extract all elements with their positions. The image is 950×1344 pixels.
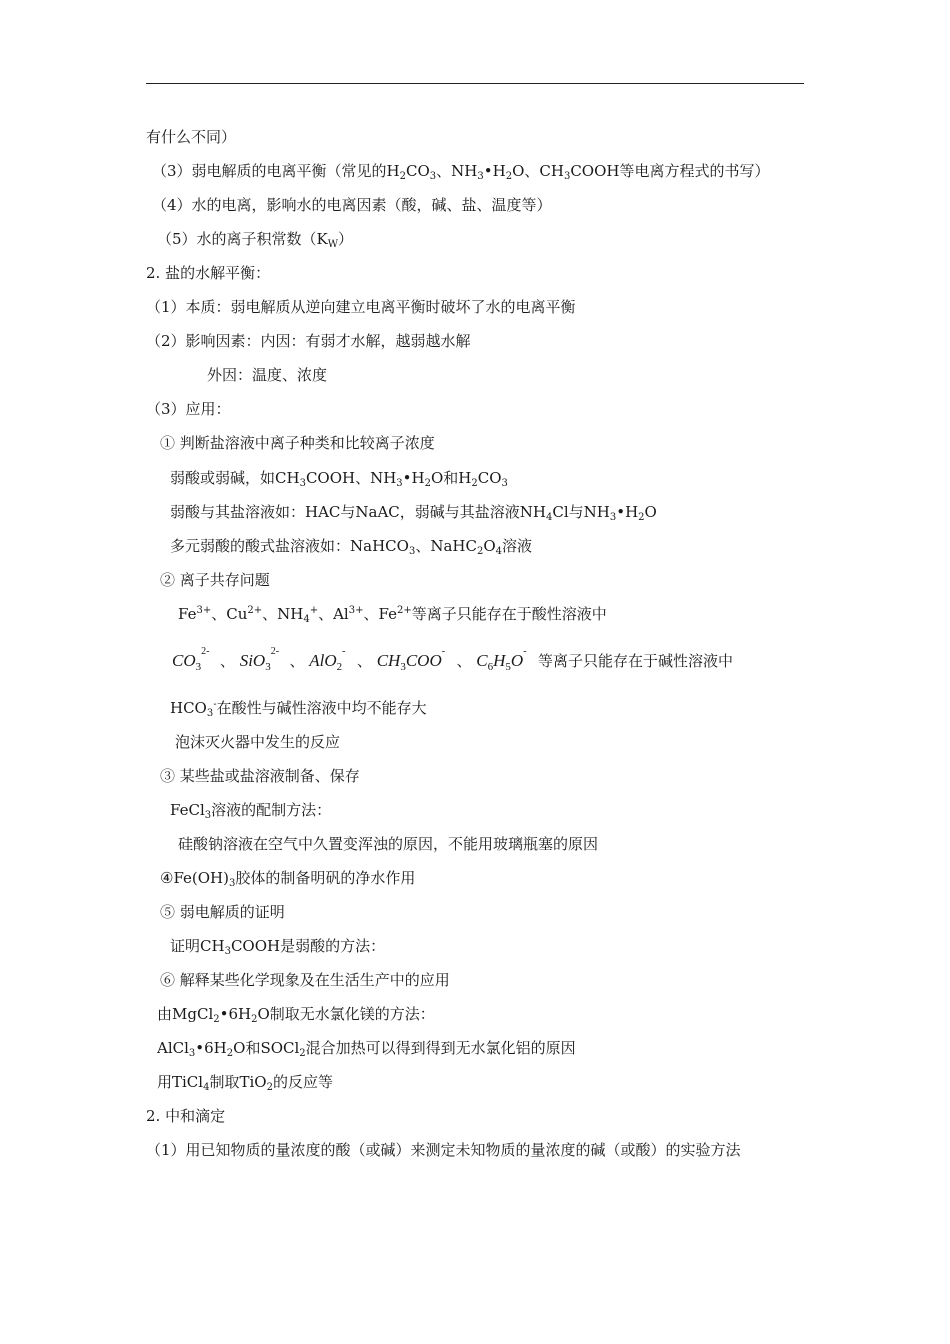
section-heading: 2. 中和滴定 <box>146 1107 226 1125</box>
text-line: FeCl$_3$溶液的配制方法： <box>170 801 332 821</box>
text-line: （3）弱电解质的电离平衡（常见的$H_2CO_3$、$NH_3•H_2O$、$CH_3COOH$等电离方程式的书写） <box>152 162 770 182</box>
text-line: （2）影响因素：内因：有弱才水解，越弱越水解 <box>146 332 471 350</box>
text-line: 多元弱酸的酸式盐溶液如：NaHCO$_3$、$NaHC_2O_4$溶液 <box>170 537 533 557</box>
text-line: ② 离子共存问题 <box>160 571 270 589</box>
text-line: $④Fe(OH)_3$胶体的制备明矾的净水作用 <box>160 869 416 889</box>
text-line: 硅酸钠溶液在空气中久置变浑浊的原因，不能用玻璃瓶塞的原因 <box>178 835 599 853</box>
text-line: 外因：温度、浓度 <box>207 366 328 384</box>
section-heading: 2. 盐的水解平衡： <box>146 264 271 282</box>
ion-silicate: SiO$_3$ 2- <box>239 646 280 673</box>
text-line: $Fe^{3+}$、$Cu^{2+}$、$NH_4^+$、$Al^{3+}$、$Fe^{2+}$等离子只能存在于酸性溶液中 <box>178 605 607 625</box>
text-line: $AlCl_3•6H_2O$和SOCl$_2$混合加热可以得到得到无水氯化铝的原因 <box>157 1039 576 1059</box>
text-line: 证明$CH_3COOH$是弱酸的方法： <box>170 937 386 957</box>
header-rule <box>146 83 804 84</box>
text-line: （4）水的电离，影响水的电离因素（酸，碱、盐、温度等） <box>152 196 552 214</box>
text-line: 泡沫灭火器中发生的反应 <box>175 733 341 751</box>
text-line: （1）本质：弱电解质从逆向建立电离平衡时破坏了水的电离平衡 <box>146 298 576 316</box>
text-line: $HCO_3^-$在酸性与碱性溶液中均不能存大 <box>170 699 427 719</box>
text-line: 弱酸或弱碱，如$CH_3COOH$、$NH_3•H_2O$和$H_2CO_3$ <box>170 469 508 489</box>
ion-aluminate: AlO$_2$ - <box>309 646 346 673</box>
text-line: 弱酸与其盐溶液如：HAC与NaAC，弱碱与其盐溶液$NH_4Cl$与$NH_3•H_2O$ <box>170 503 657 523</box>
ion-phenoxide: $C_6H_5O$ - <box>476 646 527 673</box>
text-line: （5）水的离子积常数$(K_W)$ <box>157 230 354 250</box>
ion-carbonate: $CO_3$ 2- <box>172 646 210 673</box>
text-line: ① 判断盐溶液中离子种类和比较离子浓度 <box>160 434 435 452</box>
text-line: （1）用已知物质的量浓度的酸（或碱）来测定未知物质的量浓度的碱（或酸）的实验方法 <box>146 1141 741 1159</box>
text-line: 有什么不同） <box>146 128 237 146</box>
text-line: ③ 某些盐或盐溶液制备、保存 <box>160 767 360 785</box>
text-line: 由$MgCl_2•6H_2O$制取无水氯化镁的方法： <box>157 1005 435 1025</box>
text-line: ⑥ 解释某些化学现象及在生活生产中的应用 <box>160 971 450 989</box>
text-line: （3）应用： <box>146 400 231 418</box>
ion-acetate: $CH_3COO$ - <box>376 646 446 673</box>
text-line: 用TiCl$_4$制取TiO$_2$的反应等 <box>157 1073 333 1093</box>
text-line: ⑤ 弱电解质的证明 <box>160 903 285 921</box>
ion-formula-line: $CO_3$ 2- 、 SiO$_3$ 2- 、 AlO$_2$ - 、 $CH_3COO$ - 、 $C_6H_5O$ - 等离子只能存在于碱性溶液中 <box>172 650 733 678</box>
